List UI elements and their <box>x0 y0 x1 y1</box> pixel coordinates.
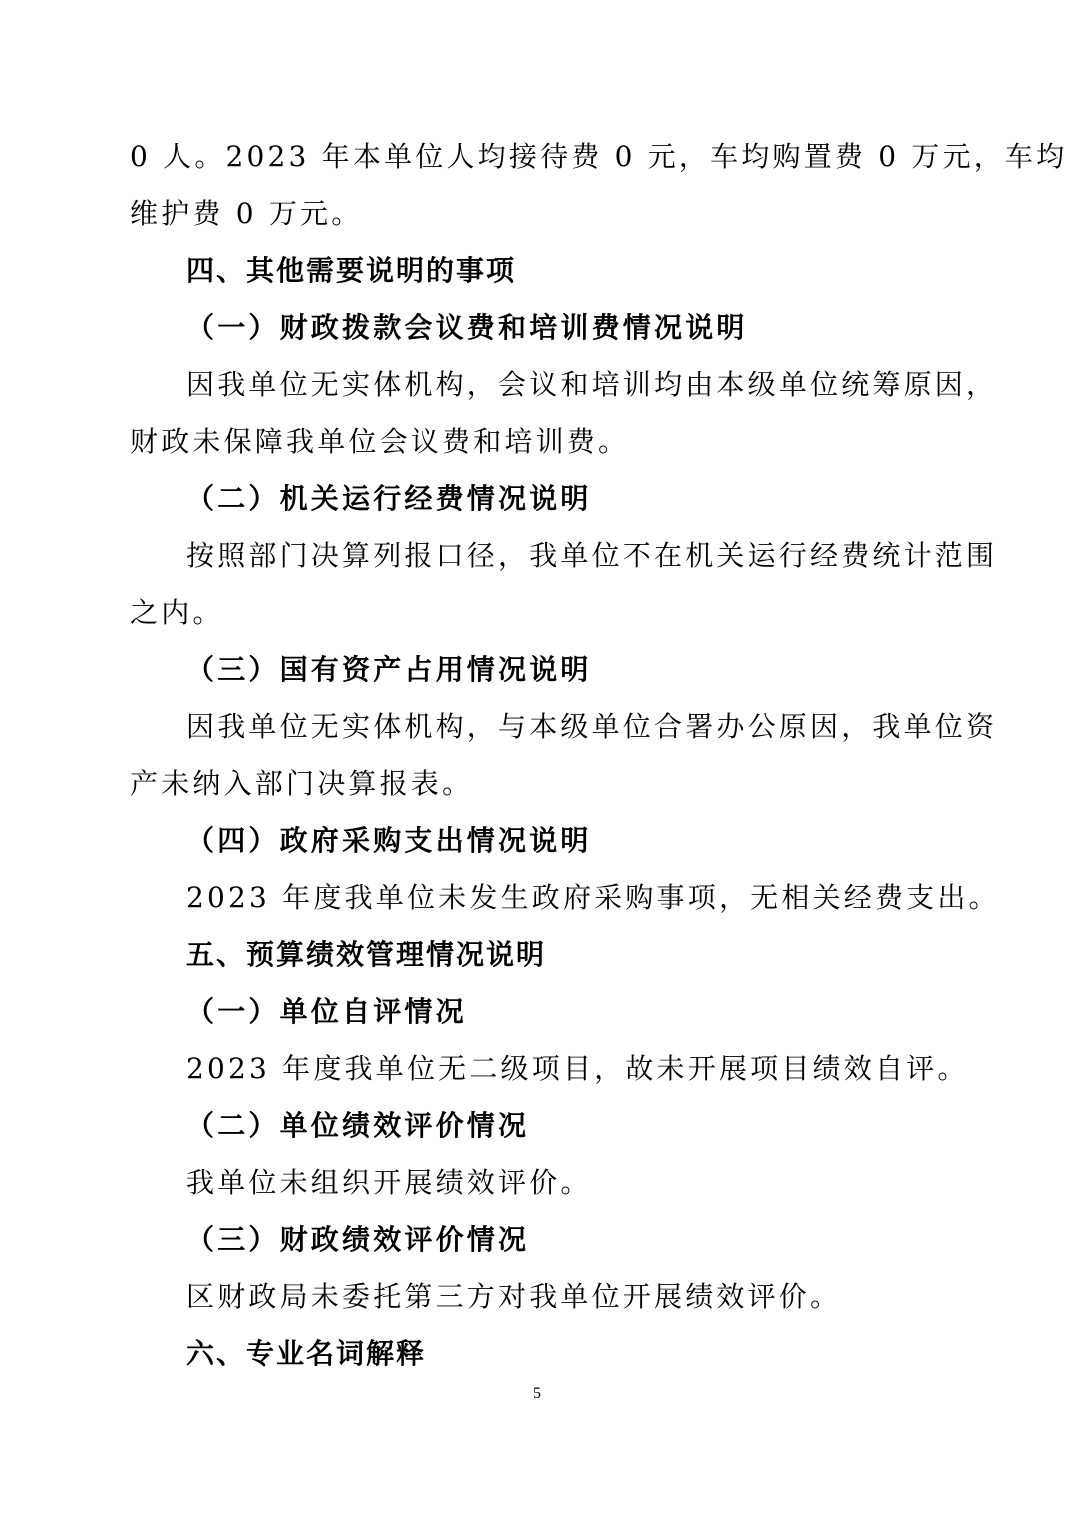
section-heading-5: 五、预算绩效管理情况说明 <box>186 938 547 971</box>
paragraph-line: 财政未保障我单位会议费和培训费。 <box>130 425 630 458</box>
subheading-4-2: （二）机关运行经费情况说明 <box>186 482 592 515</box>
paragraph-line: 按照部门决算列报口径，我单位不在机关运行经费统计范围 <box>186 539 998 572</box>
subheading-5-1: （一）单位自评情况 <box>186 995 467 1028</box>
subheading-4-3: （三）国有资产占用情况说明 <box>186 653 592 686</box>
subheading-4-1: （一）财政拨款会议费和培训费情况说明 <box>186 311 748 344</box>
paragraph-line: 因我单位无实体机构，会议和培训均由本级单位统筹原因， <box>186 368 998 401</box>
page-number: 5 <box>533 1385 541 1402</box>
paragraph-line: 2023 年度我单位无二级项目，故未开展项目绩效自评。 <box>186 1052 969 1085</box>
paragraph-line: 因我单位无实体机构，与本级单位合署办公原因，我单位资 <box>186 710 998 743</box>
subheading-5-3: （三）财政绩效评价情况 <box>186 1223 530 1256</box>
paragraph-line: 区财政局未委托第三方对我单位开展绩效评价。 <box>186 1280 842 1313</box>
paragraph-line: 维护费 0 万元。 <box>130 197 363 230</box>
document-body <box>130 128 1068 1382</box>
paragraph-line: 0 人。2023 年本单位人均接待费 0 元，车均购置费 0 万元，车均 <box>130 140 1068 173</box>
subheading-4-4: （四）政府采购支出情况说明 <box>186 824 592 857</box>
paragraph-line: 之内。 <box>130 596 224 629</box>
section-heading-4: 四、其他需要说明的事项 <box>186 254 517 287</box>
paragraph-line: 我单位未组织开展绩效评价。 <box>186 1166 592 1199</box>
paragraph-line: 2023 年度我单位未发生政府采购事项，无相关经费支出。 <box>186 881 1000 914</box>
subheading-5-2: （二）单位绩效评价情况 <box>186 1109 530 1142</box>
paragraph-line: 产未纳入部门决算报表。 <box>130 767 474 800</box>
section-heading-6: 六、专业名词解释 <box>186 1337 427 1370</box>
